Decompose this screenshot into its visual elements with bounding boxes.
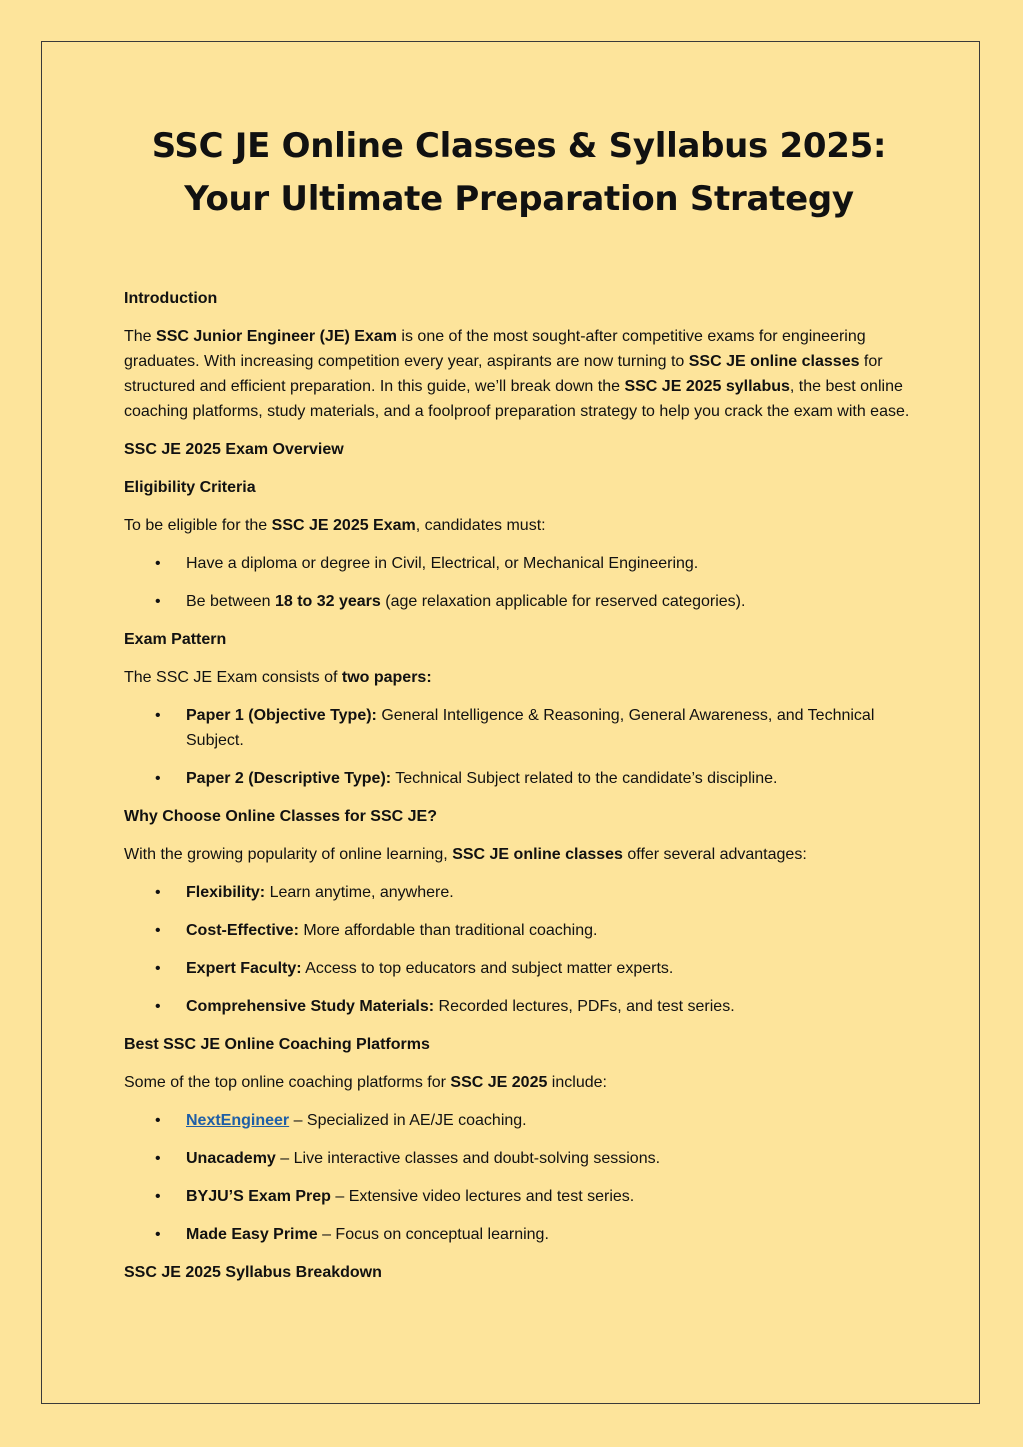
exam-pattern-paragraph: The SSC JE Exam consists of two papers: [124,669,432,686]
list-item: • Be between 18 to 32 years (age relaxation applicable for reserved categories). [124,589,914,614]
nextengineer-link[interactable]: NextEngineer [186,1112,290,1129]
overview-heading: SSC JE 2025 Exam Overview [124,441,344,458]
list-item: • Made Easy Prime – Focus on conceptual learning. [124,1222,914,1247]
document-body [124,120,914,1298]
eligibility-paragraph: To be eligible for the SSC JE 2025 Exam, candidates must: [124,517,546,534]
list-item: • Paper 2 (Descriptive Type): Technical Subject related to the candidate’s discipline. [124,766,914,791]
intro-paragraph: The SSC Junior Engineer (JE) Exam is one of the most sought-after competitive exams for engineering graduates. With increasing competition every year, aspirants are now turning to SSC JE online classes for structured and efficient preparation. In this guide, we’ll break down the SSC JE 2025 syllabus, the best online coaching platforms, study materials, and a foolproof preparation strategy to help you crack the exam with ease. [124,328,910,420]
list-item: • Comprehensive Study Materials: Recorded lectures, PDFs, and test series. [124,994,914,1019]
platforms-paragraph: Some of the top online coaching platforms for SSC JE 2025 include: [124,1074,607,1091]
syllabus-heading: SSC JE 2025 Syllabus Breakdown [124,1264,382,1281]
document-title: SSC JE Online Classes & Syllabus 2025: Your Ultimate Preparation Strategy [151,126,887,219]
list-item: • BYJU’S Exam Prep – Extensive video lectures and test series. [124,1184,914,1209]
list-item: • NextEngineer – Specialized in AE/JE coaching. [124,1108,914,1133]
list-item: • Expert Faculty: Access to top educators and subject matter experts. [124,956,914,981]
list-item: • Have a diploma or degree in Civil, Electrical, or Mechanical Engineering. [124,551,914,576]
list-item: • Flexibility: Learn anytime, anywhere. [124,880,914,905]
platforms-list [124,1108,914,1247]
intro-heading: Introduction [124,290,218,307]
advantages-list [124,880,914,1019]
why-online-heading: Why Choose Online Classes for SSC JE? [124,808,437,825]
exam-pattern-list [124,703,914,791]
why-online-paragraph: With the growing popularity of online learning, SSC JE online classes offer several advantages: [124,846,807,863]
list-item: • Unacademy – Live interactive classes and doubt-solving sessions. [124,1146,914,1171]
eligibility-list [124,551,914,614]
exam-pattern-heading: Exam Pattern [124,631,227,648]
eligibility-heading: Eligibility Criteria [124,479,256,496]
platforms-heading: Best SSC JE Online Coaching Platforms [124,1036,430,1053]
list-item: • Paper 1 (Objective Type): General Intelligence & Reasoning, General Awareness, and Technical Subject. [124,703,914,753]
list-item: • Cost-Effective: More affordable than traditional coaching. [124,918,914,943]
